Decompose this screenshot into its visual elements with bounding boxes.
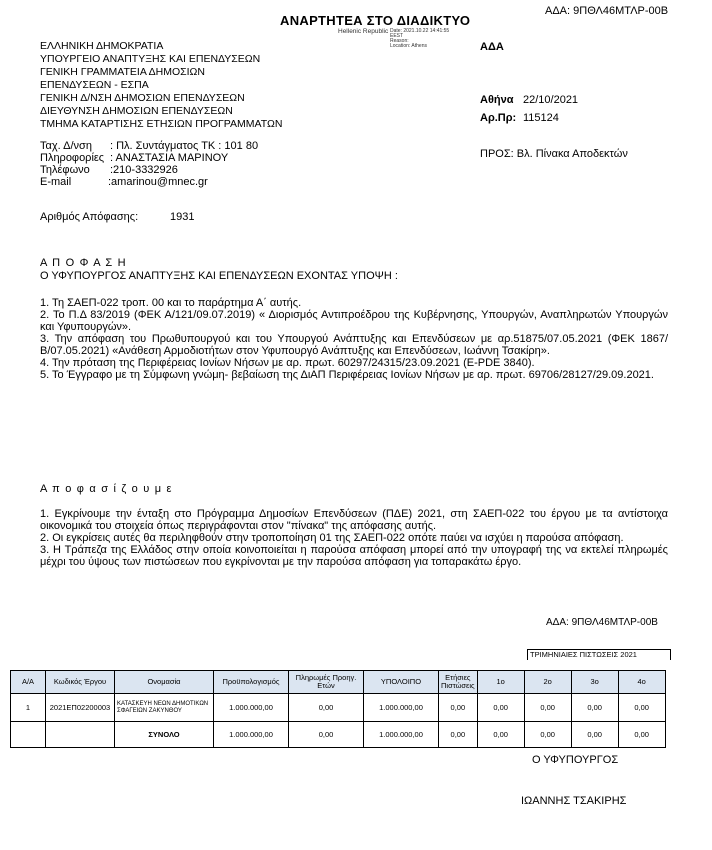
- table-cell: 0,00: [439, 694, 478, 722]
- decision-item: 3. Η Τράπεζα της Ελλάδος στην οποία κοινοποιείται η παρούσα απόφαση μπορεί από την υπογραφή της να εκτελεί πληρωμές μέχρι του ύψους των πιστώσεων που εγκρίνονται με την παρούσα απόφαση για τοπαρακάτω έργο.: [40, 544, 668, 568]
- email-value: :amarinou@mnec.gr: [108, 176, 208, 188]
- header-cell: 4ο: [618, 671, 665, 694]
- email-label: E-mail: [40, 176, 72, 188]
- consideration-item: 4. Την πρόταση της Περιφέρειας Ιονίων Νήσων με αρ. πρωτ. 60297/24315/23.09.2021 (E-PDE 3840).: [40, 357, 535, 369]
- info-label: Πληροφορίες: [40, 152, 105, 164]
- table-cell: 0,00: [524, 722, 571, 748]
- table-cell: 0,00: [571, 722, 618, 748]
- decisions-list: [40, 508, 668, 568]
- decision-subtitle: Ο ΥΦΥΠΟΥΡΓΟΣ ΑΝΑΠΤΥΞΗΣ ΚΑΙ ΕΠΕΝΔΥΣΕΩΝ ΕΧΟΝΤΑΣ ΥΠΟΨΗ :: [40, 270, 398, 282]
- table-total-row: [11, 722, 666, 748]
- consideration-item: 5. Το Έγγραφο με τη Σύμφωνη γνώμη- βεβαίωση της ΔιΑΠ Περιφέρειας Ιονίων Νήσων με αρ. πρωτ. 69706/28127/29.09.2021.: [40, 369, 654, 381]
- address-label: Ταχ. Δ/νση: [40, 140, 92, 152]
- header-cell: Α/Α: [11, 671, 46, 694]
- table-cell: [46, 722, 115, 748]
- issuer-line: ΤΜΗΜΑ ΚΑΤΑΡΤΙΣΗΣ ΕΤΗΣΙΩΝ ΠΡΟΓΡΑΜΜΑΤΩΝ: [40, 118, 283, 130]
- table-cell: 0,00: [439, 722, 478, 748]
- table-cell: 1.000.000,00: [364, 694, 439, 722]
- table-cell: [11, 722, 46, 748]
- issuer-line: ΥΠΟΥΡΓΕΙΟ ΑΝΑΠΤΥΞΗΣ ΚΑΙ ΕΠΕΝΔΥΣΕΩΝ: [40, 53, 261, 65]
- header-title: ΑΝΑΡΤΗΤΕΑ ΣΤΟ ΔΙΑΔΙΚΤΥΟ: [280, 13, 471, 28]
- table-cell: 0,00: [571, 694, 618, 722]
- decision-item: 1. Εγκρίνουμε την ένταξη στο Πρόγραμμα Δημοσίων Επενδύσεων (ΠΔΕ) 2021, στη ΣΑΕΠ-022 του έργου με τα αντίστοιχα οικονομικά του στοιχεία όπως περιγράφονται στον "πίνακα" της απόφασης αυτής.: [40, 508, 668, 532]
- ada-top: ΑΔΑ: 9ΠΘΛ46ΜΤΛΡ-00Β: [545, 5, 669, 17]
- signatory-title: Ο ΥΦΥΠΟΥΡΓΟΣ: [532, 754, 619, 766]
- header-cell: Ονομασία: [115, 671, 214, 694]
- table-cell: ΚΑΤΑΣΚΕΥΗ ΝΕΩΝ ΔΗΜΟΤΙΚΩΝ ΣΦΑΓΕΙΩΝ ΖΑΚΥΝΘΟΥ: [115, 694, 214, 722]
- ada-bottom: ΑΔΑ: 9ΠΘΛ46ΜΤΛΡ-00Β: [546, 617, 658, 628]
- signature-stamp-line3: EEST: [390, 33, 404, 39]
- table-cell: 0,00: [524, 694, 571, 722]
- header-cell: Ετήσιες Πιστώσεις: [439, 671, 478, 694]
- table-cell: 0,00: [289, 722, 364, 748]
- consideration-item: 2. Το Π.Δ 83/2019 (ΦΕΚ Α/121/09.07.2019) « Διορισμός Αντιπροέδρου της Κυβέρνησης, Υπουργών, Αναπληρωτών Υπουργών και Υφυπουργών».: [40, 309, 668, 333]
- table-header-row: [11, 671, 666, 694]
- header-cell: 1ο: [477, 671, 524, 694]
- phone-value: :210-3332926: [110, 164, 178, 176]
- table-cell: 2021ΕΠ02200003: [46, 694, 115, 722]
- decision-title: Α Π Ο Φ Α Σ Η: [40, 257, 127, 269]
- table-cell: 0,00: [477, 694, 524, 722]
- decision-number: 1931: [170, 211, 195, 223]
- signature-stamp-line2: Date: 2021.10.22 14:41:55: [390, 28, 450, 34]
- issuer-line: ΔΙΕΥΘΥΝΣΗ ΔΗΜΟΣΙΩΝ ΕΠΕΝΔΥΣΕΩΝ: [40, 105, 233, 117]
- considerations-list: [40, 297, 668, 381]
- issuer-line: ΕΠΕΝΔΥΣΕΩΝ - ΕΣΠΑ: [40, 79, 149, 91]
- table-cell: 0,00: [289, 694, 364, 722]
- table-cell: 1.000.000,00: [364, 722, 439, 748]
- decide-title: Α π ο φ α σ ί ζ ο υ μ ε: [40, 483, 173, 495]
- issuer-line: ΕΛΛΗΝΙΚΗ ΔΗΜΟΚΡΑΤΙΑ: [40, 40, 164, 52]
- table-cell: 0,00: [477, 722, 524, 748]
- trimester-header: ΤΡΙΜΗΝΙΑΙΕΣ ΠΙΣΤΩΣΕΙΣ 2021: [527, 649, 671, 660]
- address-value: : Πλ. Συντάγματος ΤΚ : 101 80: [110, 140, 259, 152]
- signature-stamp-line5: Location: Athens: [390, 43, 427, 49]
- header-cell: 3ο: [571, 671, 618, 694]
- table-row: [11, 694, 666, 722]
- header-cell: ΥΠΟΛΟΙΠΟ: [364, 671, 439, 694]
- protocol-label: Αρ.Πρ:: [480, 112, 517, 124]
- decision-item: 2. Οι εγκρίσεις αυτές θα περιληφθούν στην τροποποίηση 01 της ΣΑΕΠ-022 οπότε παύει να ισχύει η παρούσα απόφαση.: [40, 532, 624, 544]
- budget-table: [10, 670, 666, 748]
- consideration-item: 3. Την απόφαση του Πρωθυπουργού και του Υπουργού Ανάπτυξης και Επενδύσεων με αρ.51875/07.05.2021 (ΦΕΚ 1867/Β/07.05.2021) «Ανάθεση Αρμοδιοτήτων στον Υφυπουργό Ανάπτυξης και Επενδύσεων, Ιωάννη Τσακίρη».: [40, 333, 668, 357]
- header-cell: Προϋπολογισμός: [214, 671, 289, 694]
- city-label: Αθήνα: [480, 94, 514, 106]
- protocol-number: 115124: [523, 112, 559, 124]
- signature-stamp-line1: Hellenic Republic: [338, 28, 389, 35]
- table-cell: 1.000.000,00: [214, 722, 289, 748]
- issuer-line: ΓΕΝΙΚΗ ΓΡΑΜΜΑΤΕΙΑ ΔΗΜΟΣΙΩΝ: [40, 66, 205, 78]
- header-cell: 2ο: [524, 671, 571, 694]
- phone-label: Τηλέφωνο: [40, 164, 90, 176]
- table-cell: 0,00: [618, 694, 665, 722]
- table-cell: 1.000.000,00: [214, 694, 289, 722]
- table-cell: 0,00: [618, 722, 665, 748]
- info-value: : ΑΝΑΣΤΑΣΙΑ ΜΑΡΙΝΟΥ: [110, 152, 229, 164]
- signatory-name: ΙΩΑΝΝΗΣ ΤΣΑΚΙΡΗΣ: [521, 795, 627, 807]
- decision-number-label: Αριθμός Απόφασης:: [40, 211, 139, 223]
- recipients: ΠΡΟΣ: Βλ. Πίνακα Αποδεκτών: [480, 148, 628, 160]
- table-cell: 1: [11, 694, 46, 722]
- header-cell: Πληρωμές Προηγ. Ετών: [289, 671, 364, 694]
- header-cell: Κωδικός Έργου: [46, 671, 115, 694]
- ada-label: ΑΔΑ: [480, 41, 504, 53]
- consideration-item: 1. Τη ΣΑΕΠ-022 τροπ. 00 και το παράρτημα Α΄ αυτής.: [40, 297, 302, 309]
- signature-stamp-line4: Reason:: [390, 38, 409, 44]
- issuer-block: [40, 40, 282, 131]
- issuer-line: ΓΕΝΙΚΗ Δ/ΝΣΗ ΔΗΜΟΣΙΩΝ ΕΠΕΝΔΥΣΕΩΝ: [40, 92, 245, 104]
- document-date: 22/10/2021: [523, 94, 579, 106]
- table-cell: ΣΥΝΟΛΟ: [115, 722, 214, 748]
